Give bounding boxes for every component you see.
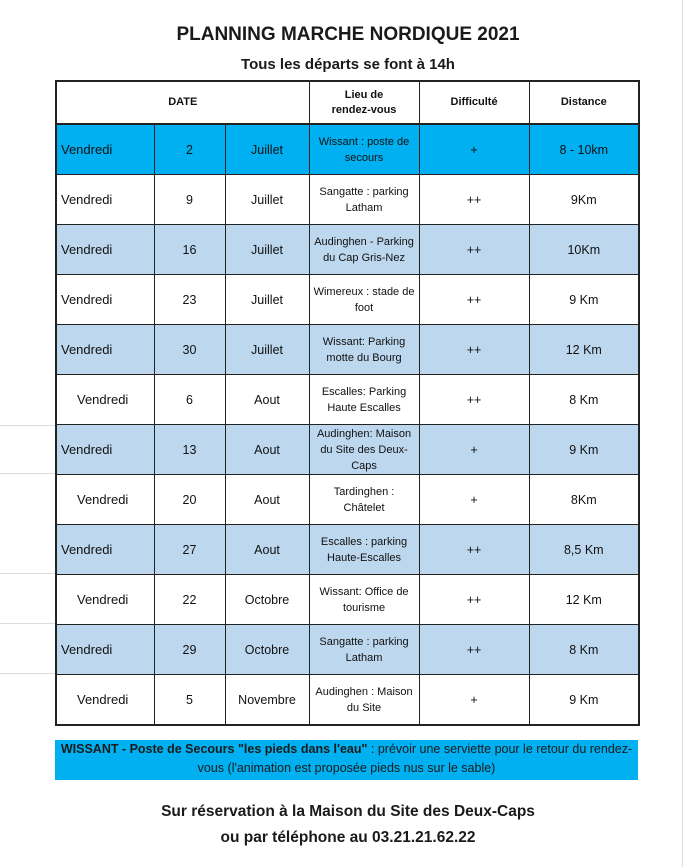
cell-date-number: 27 (154, 525, 225, 575)
cell-date-number: 20 (154, 475, 225, 525)
footer-line-2: ou par téléphone au 03.21.21.62.22 (220, 829, 476, 846)
table-row (56, 625, 639, 675)
schedule-table (55, 80, 640, 726)
cell-day: Vendredi (56, 575, 154, 625)
cell-date-number: 5 (154, 675, 225, 726)
cell-distance: 9Km (529, 175, 639, 225)
page-subtitle: Tous les départs se font à 14h (241, 56, 455, 73)
cell-difficulte: + (419, 124, 529, 175)
cell-date-number: 29 (154, 625, 225, 675)
table-row (56, 375, 639, 425)
cell-date-number: 6 (154, 375, 225, 425)
cell-month: Juillet (225, 124, 309, 175)
cell-lieu: Tardinghen : Châtelet (309, 475, 419, 525)
cell-lieu: Wimereux : stade de foot (309, 275, 419, 325)
note-bold: WISSANT - Poste de Secours "les pieds dans l'eau" (60, 742, 368, 756)
cell-lieu: Sangatte : parking Latham (309, 625, 419, 675)
cell-distance: 8 - 10km (529, 124, 639, 175)
sheet-gridline (0, 673, 56, 674)
sheet-gridline (0, 425, 56, 426)
cell-month: Juillet (225, 275, 309, 325)
sheet-gridline (0, 573, 56, 574)
cell-lieu: Audinghen : Maison du Site (309, 675, 419, 726)
cell-date-number: 30 (154, 325, 225, 375)
table-row (56, 225, 639, 275)
cell-lieu: Escalles: Parking Haute Escalles (309, 375, 419, 425)
cell-difficulte: ++ (419, 275, 529, 325)
cell-month: Aout (225, 375, 309, 425)
cell-difficulte: ++ (419, 625, 529, 675)
cell-day: Vendredi (56, 675, 154, 726)
cell-difficulte: ++ (419, 525, 529, 575)
cell-distance: 8 Km (529, 375, 639, 425)
cell-day: Vendredi (56, 375, 154, 425)
cell-lieu: Escalles : parking Haute-Escalles (309, 525, 419, 575)
cell-distance: 8 Km (529, 625, 639, 675)
cell-difficulte: ++ (419, 175, 529, 225)
cell-month: Octobre (225, 575, 309, 625)
page-title: PLANNING MARCHE NORDIQUE 2021 (176, 24, 520, 45)
table-row (56, 675, 639, 726)
cell-month: Juillet (225, 325, 309, 375)
cell-lieu: Wissant: Office de tourisme (309, 575, 419, 625)
table-row (56, 124, 639, 175)
cell-distance: 12 Km (529, 325, 639, 375)
cell-lieu: Audinghen: Maison du Site des Deux-Caps (309, 425, 419, 475)
sheet-gridline (682, 0, 683, 867)
header-difficulte: Difficulté (419, 81, 529, 124)
cell-difficulte: ++ (419, 575, 529, 625)
cell-month: Novembre (225, 675, 309, 726)
cell-difficulte: ++ (419, 225, 529, 275)
cell-day: Vendredi (56, 275, 154, 325)
cell-lieu: Wissant : poste de secours (309, 124, 419, 175)
table-row (56, 175, 639, 225)
cell-lieu: Sangatte : parking Latham (309, 175, 419, 225)
table-row (56, 275, 639, 325)
cell-month: Aout (225, 525, 309, 575)
footer-line-1: Sur réservation à la Maison du Site des Deux-Caps (161, 803, 535, 820)
cell-distance: 9 Km (529, 275, 639, 325)
table-row (56, 425, 639, 475)
sheet-gridline (0, 473, 56, 474)
cell-day: Vendredi (56, 325, 154, 375)
table-row (56, 475, 639, 525)
cell-distance: 12 Km (529, 575, 639, 625)
cell-month: Juillet (225, 225, 309, 275)
cell-distance: 10Km (529, 225, 639, 275)
cell-difficulte: + (419, 475, 529, 525)
info-note (55, 740, 638, 780)
cell-day: Vendredi (56, 525, 154, 575)
cell-difficulte: ++ (419, 325, 529, 375)
cell-date-number: 13 (154, 425, 225, 475)
cell-distance: 8,5 Km (529, 525, 639, 575)
cell-date-number: 2 (154, 124, 225, 175)
header-date: DATE (56, 81, 309, 124)
cell-date-number: 22 (154, 575, 225, 625)
cell-day: Vendredi (56, 475, 154, 525)
header-distance: Distance (529, 81, 639, 124)
cell-month: Aout (225, 475, 309, 525)
cell-day: Vendredi (56, 124, 154, 175)
table-row (56, 575, 639, 625)
cell-date-number: 23 (154, 275, 225, 325)
table-row (56, 325, 639, 375)
cell-date-number: 16 (154, 225, 225, 275)
cell-lieu: Audinghen - Parking du Cap Gris-Nez (309, 225, 419, 275)
header-lieu-label: Lieu de rendez-vous (331, 88, 397, 116)
cell-lieu: Wissant: Parking motte du Bourg (309, 325, 419, 375)
cell-month: Aout (225, 425, 309, 475)
header-row (56, 81, 639, 124)
cell-day: Vendredi (56, 175, 154, 225)
sheet-gridline (0, 623, 56, 624)
cell-difficulte: + (419, 675, 529, 726)
footer (0, 799, 696, 851)
header-lieu (309, 81, 419, 124)
table-row (56, 525, 639, 575)
cell-distance: 9 Km (529, 425, 639, 475)
cell-day: Vendredi (56, 225, 154, 275)
cell-month: Octobre (225, 625, 309, 675)
cell-difficulte: ++ (419, 375, 529, 425)
cell-difficulte: + (419, 425, 529, 475)
cell-distance: 9 Km (529, 675, 639, 726)
cell-month: Juillet (225, 175, 309, 225)
cell-day: Vendredi (56, 425, 154, 475)
cell-date-number: 9 (154, 175, 225, 225)
note-text: : prévoir une serviette pour le retour du rendez-vous (l'animation est proposée pieds nus sur le sable) (197, 742, 633, 775)
cell-day: Vendredi (56, 625, 154, 675)
cell-distance: 8Km (529, 475, 639, 525)
